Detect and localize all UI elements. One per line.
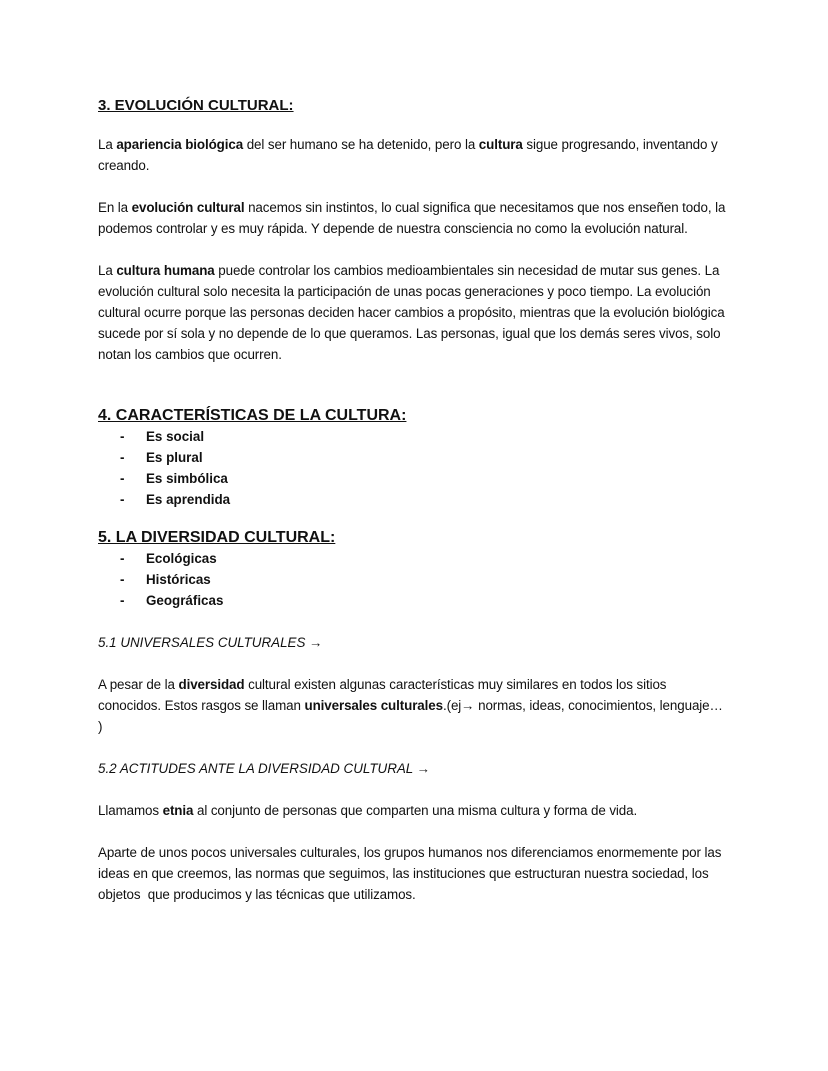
bold-term: universales culturales — [304, 698, 443, 713]
subsection-5-1-paragraph — [98, 674, 730, 737]
bold-term: apariencia biológica — [116, 137, 244, 152]
bold-term: cultura humana — [116, 263, 215, 278]
dash-marker: - — [120, 551, 125, 566]
subsection-5-2-paragraph-1 — [98, 800, 730, 821]
text-run: del ser humano se ha detenido, pero la — [243, 137, 479, 152]
list-item-label: Es simbólica — [146, 471, 228, 486]
subsection-5-2-title: 5.2 ACTITUDES ANTE LA DIVERSIDAD CULTURAL → — [98, 761, 431, 776]
dash-marker: - — [120, 492, 125, 507]
list-item-label: Es plural — [146, 450, 203, 465]
text-run: .(ej→ normas, ideas, conocimientos, lenguaje… ) — [98, 698, 723, 734]
list-item-label: Ecológicas — [146, 551, 217, 566]
text-run: nacemos sin instintos, lo cual significa que necesitamos que nos enseñen todo, la podemos controlar y es muy rápida. Y depende de nuestra consciencia no como la evolución natural. — [98, 200, 726, 236]
text-run: Llamamos — [98, 803, 163, 818]
section-3-paragraph-1 — [98, 134, 726, 176]
section-3-paragraph-3 — [98, 260, 730, 365]
dash-marker: - — [120, 429, 125, 444]
list-item — [120, 468, 732, 489]
list-item — [120, 426, 732, 447]
list-item — [120, 489, 732, 510]
dash-marker: - — [120, 450, 125, 465]
list-item — [120, 590, 732, 611]
text-run: A pesar de la — [98, 677, 179, 692]
list-item — [120, 548, 732, 569]
dash-marker: - — [120, 593, 125, 608]
list-item-label: Históricas — [146, 572, 211, 587]
section-4-heading: 4. CARACTERÍSTICAS DE LA CULTURA: — [98, 407, 407, 424]
text-run: La — [98, 137, 117, 152]
bold-term: etnia — [162, 803, 194, 818]
subsection-5-2-paragraph-2: Aparte de unos pocos universales culturales, los grupos humanos nos diferenciamos enormemente por las ideas en que creemos, las normas que seguimos, las instituciones que estructuran nuestra sociedad, los objetos que producimos y las técnicas que utilizamos. — [98, 845, 725, 902]
text-run: cultural existen algunas características muy similares en todos los sitios conocidos. Estos rasgos se llaman — [98, 677, 667, 713]
bold-term: evolución cultural — [131, 200, 245, 215]
list-item — [120, 447, 732, 468]
dash-marker: - — [120, 572, 125, 587]
text-run: puede controlar los cambios medioambientales sin necesidad de mutar sus genes. La evolución cultural solo necesita la participación de unas pocas generaciones y poco tiempo. La evolución cultural ocurre porque las personas deciden hacer cambios a propósito, mientras que la evolución biológica sucede por sí sola y no depende de lo que queramos. Las personas, igual que los demás seres vivos, solo notan los cambios que ocurren. — [98, 263, 725, 362]
bold-term: diversidad — [178, 677, 245, 692]
section-3-heading: 3. EVOLUCIÓN CULTURAL: — [98, 97, 294, 114]
list-item — [120, 569, 732, 590]
section-3-paragraph-2 — [98, 197, 730, 239]
list-item-label: Es social — [146, 429, 205, 444]
list-item-label: Geográficas — [146, 593, 224, 608]
characteristics-list — [98, 426, 732, 510]
text-run: sigue progresando, inventando y creando. — [98, 137, 718, 173]
text-run: al conjunto de personas que comparten una misma cultura y forma de vida. — [193, 803, 638, 818]
text-run: La — [98, 263, 117, 278]
text-run: En la — [98, 200, 132, 215]
list-item-label: Es aprendida — [146, 492, 231, 507]
dash-marker: - — [120, 471, 125, 486]
bold-term: cultura — [478, 137, 523, 152]
diversity-list — [98, 548, 732, 611]
subsection-5-1-title: 5.1 UNIVERSALES CULTURALES → — [98, 635, 323, 650]
section-5-heading: 5. LA DIVERSIDAD CULTURAL: — [98, 529, 336, 546]
